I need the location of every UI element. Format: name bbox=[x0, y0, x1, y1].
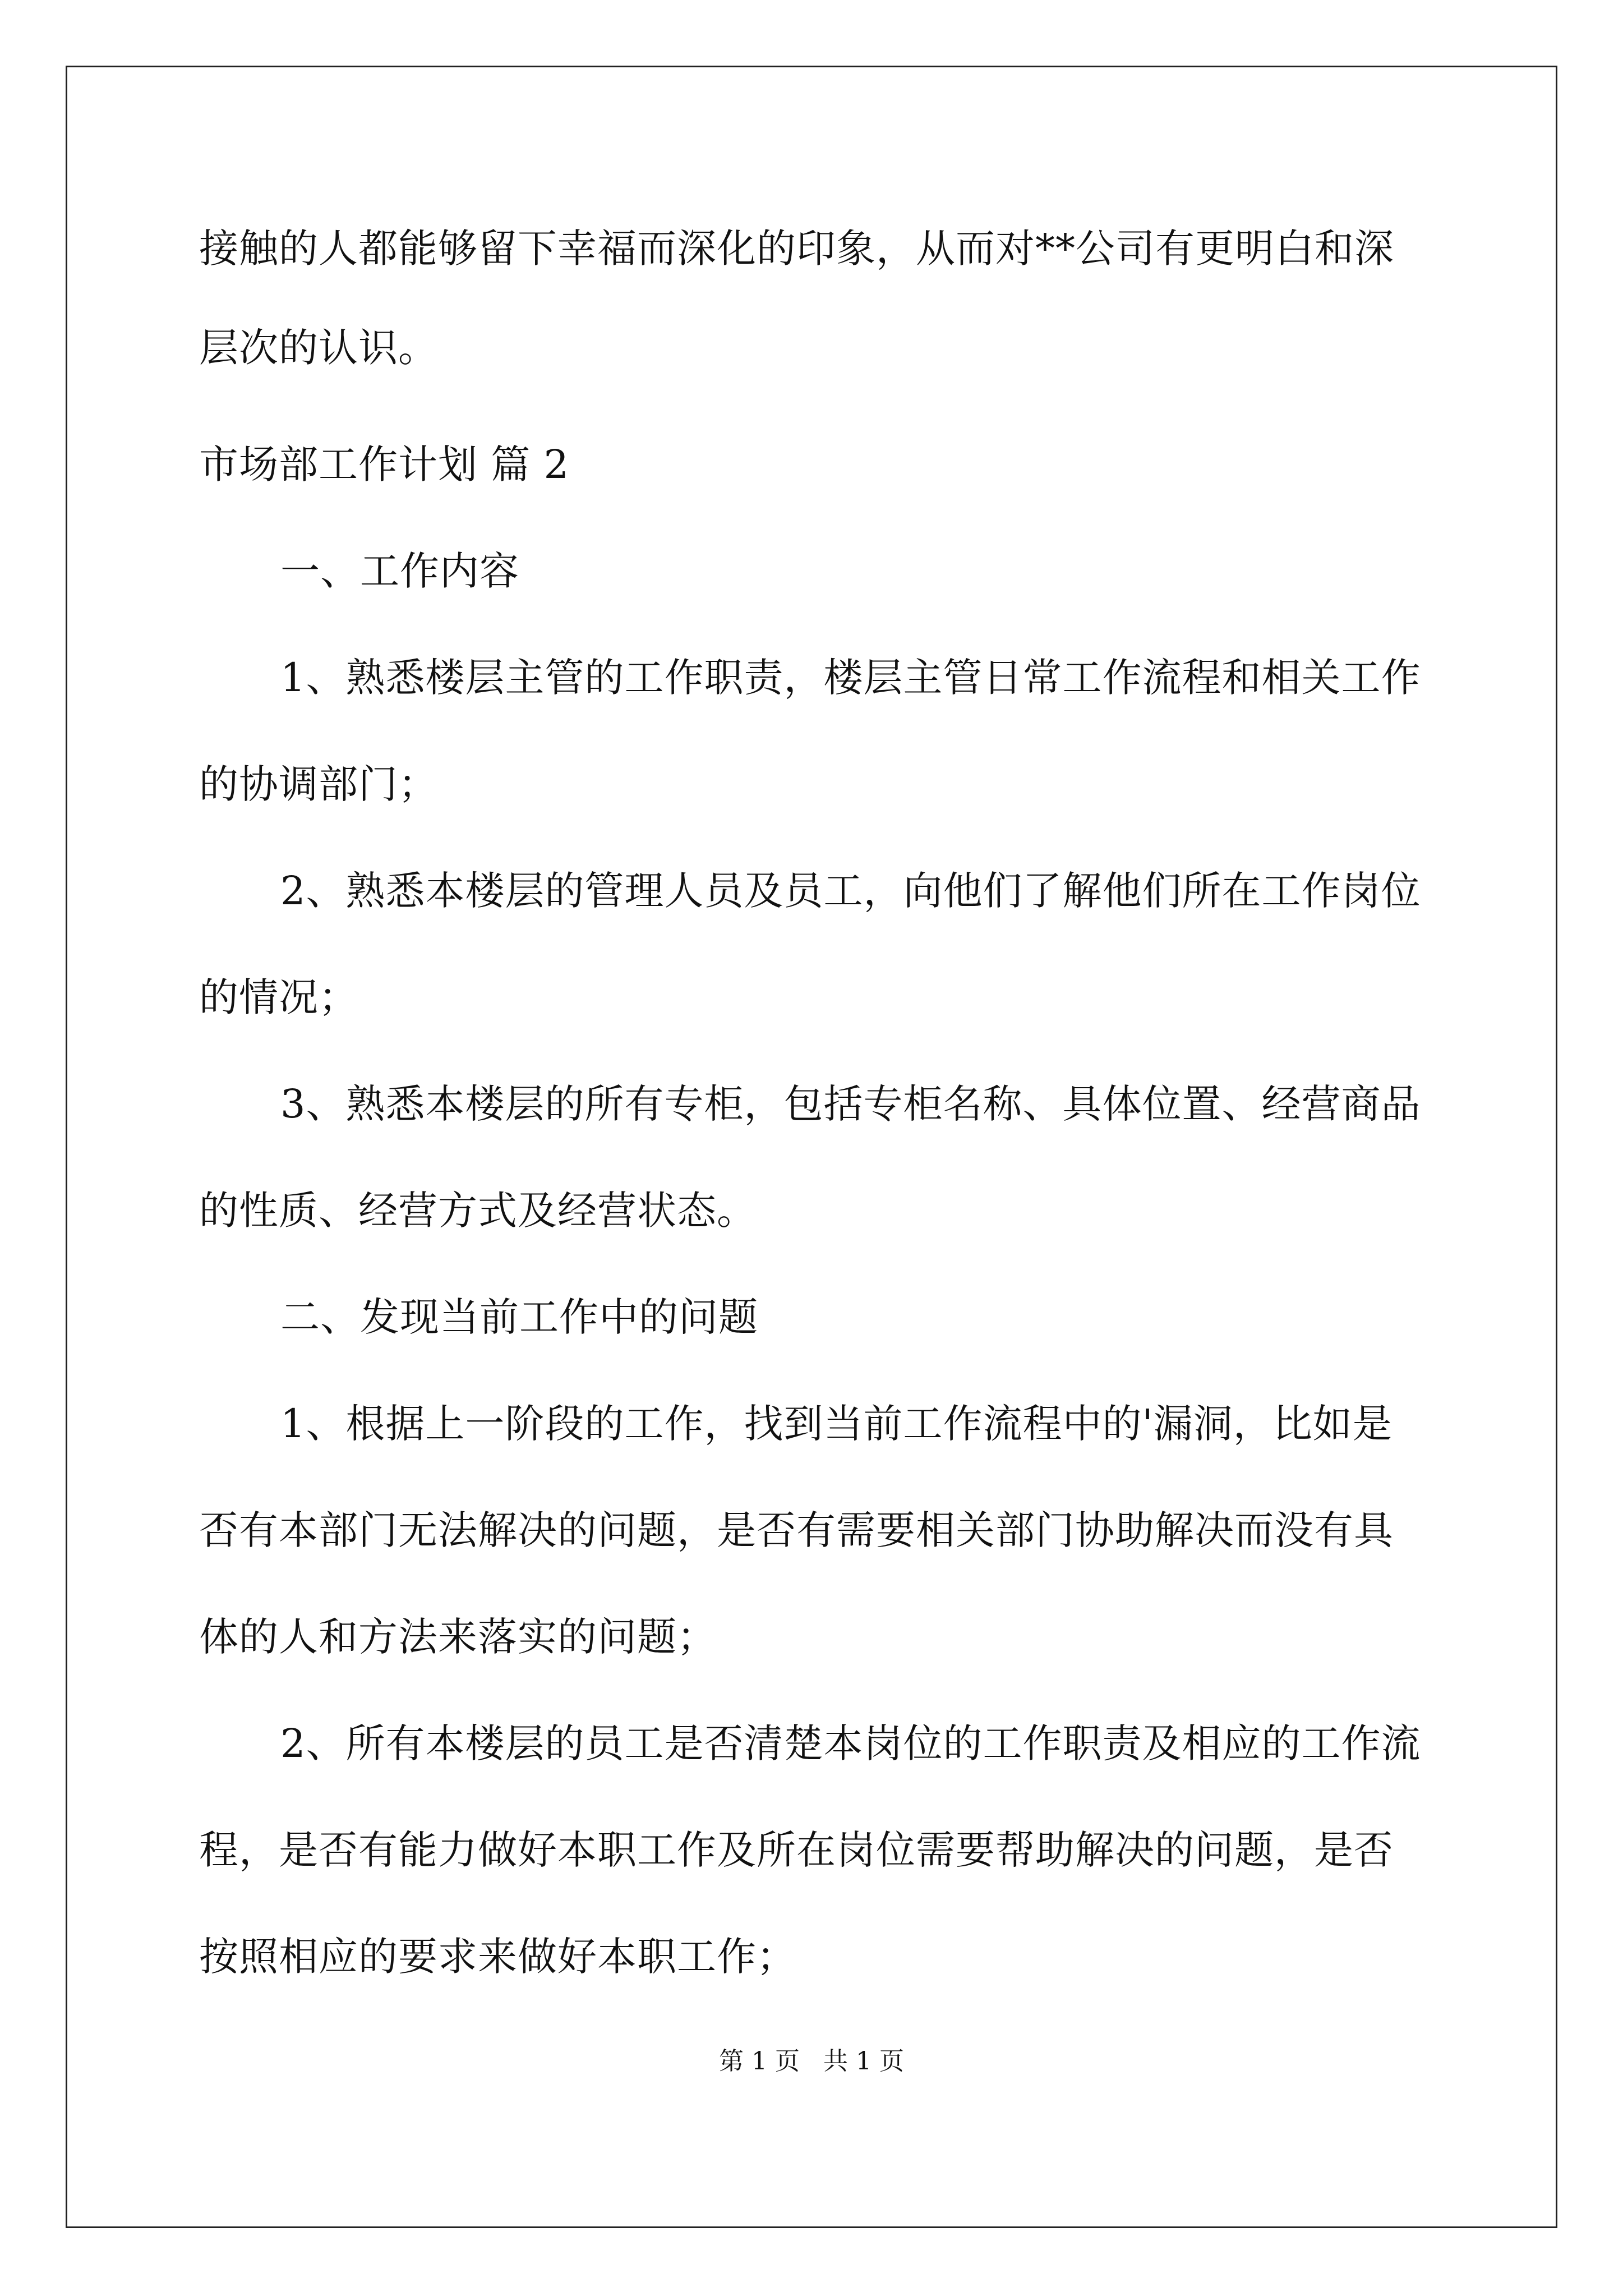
paragraph-line: 层次的认识。 bbox=[199, 325, 438, 371]
paragraph-line: 的性质、经营方式及经营状态。 bbox=[199, 1188, 757, 1234]
paragraph-line: 体的人和方法来落实的问题； bbox=[199, 1614, 717, 1660]
heading-work-content: 一、工作内容 bbox=[280, 548, 519, 594]
paragraph-line: 程，是否有能力做好本职工作及所在岗位需要帮助解决的问题，是否 bbox=[199, 1827, 1394, 1873]
paragraph-line: 的协调部门； bbox=[199, 761, 438, 807]
paragraph-line: 否有本部门无法解决的问题，是否有需要相关部门协助解决而没有具 bbox=[199, 1507, 1394, 1553]
page-footer: 第 1 页 共 1 页 bbox=[719, 2047, 904, 2076]
list-item: 1、熟悉楼层主管的工作职责，楼层主管日常工作流程和相关工作 bbox=[280, 655, 1421, 701]
heading-problems: 二、发现当前工作中的问题 bbox=[280, 1294, 758, 1340]
section-title: 市场部工作计划 篇 2 bbox=[199, 441, 570, 487]
list-item: 3、熟悉本楼层的所有专柜，包括专柜名称、具体位置、经营商品 bbox=[280, 1081, 1421, 1127]
list-item: 1、根据上一阶段的工作，找到当前工作流程中的'漏洞，比如是 bbox=[280, 1401, 1393, 1447]
paragraph-line: 的情况； bbox=[199, 974, 358, 1020]
paragraph-line: 接触的人都能够留下幸福而深化的印象，从而对**公司有更明白和深 bbox=[199, 226, 1394, 272]
list-item: 2、熟悉本楼层的管理人员及员工，向他们了解他们所在工作岗位 bbox=[280, 868, 1421, 914]
list-item: 2、所有本楼层的员工是否清楚本岗位的工作职责及相应的工作流 bbox=[280, 1720, 1421, 1766]
page-border bbox=[66, 66, 1557, 2228]
paragraph-line: 按照相应的要求来做好本职工作； bbox=[199, 1934, 796, 1980]
